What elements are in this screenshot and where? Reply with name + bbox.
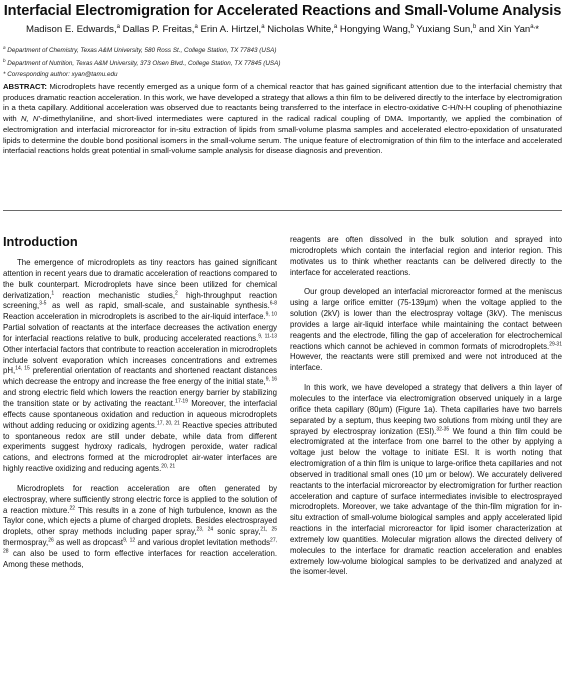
affiliation-line xyxy=(3,70,280,80)
left-column xyxy=(3,258,277,580)
citation-reference: 9, xyxy=(123,537,128,544)
citation-reference: 9, 11-13 xyxy=(258,333,277,340)
citation-reference: 6-8 xyxy=(269,300,277,307)
author-name: and Xin Yan xyxy=(476,24,531,36)
body-text: and strong electric field which lowers the reaction energy barrier by stabilizing the transition state or by activating the reactant. xyxy=(3,388,277,408)
citation-reference: 32-35 xyxy=(436,425,450,432)
body-text: We found a thin film could be electromigrated at the interface from one barrel to the other by applying a voltage just below the voltage to initiate ESI. It is worth noting that electromigration of a thin film is unique to large-orifice theta capillaries and not observed in traditional small ones (10 µm or below). We accurately delivered reactants to the interfacial microreactor by electromigration for further reaction acceleration and capture of surface intermediates invisible to electrosprayed microdroplets. Moreover, we take advantage of the thin-film migration for in-situ extraction of small-volume biological samples and apply accelerated lipid reactions in the interfacial microreactor for lipid isomer characterization at extremely low quantities. Molecular migration allows the directed delivery of molecules to the interface for dramatic reaction acceleration and enables extremely low-volume biological samples to be derivatized and analyzed at the isomer-level. xyxy=(290,426,562,577)
citation-reference: 22 xyxy=(69,504,76,511)
abstract-italic: N, N' xyxy=(20,114,40,124)
body-text: preferential orientation of reactants and shortened reactant distances which decrease the entropy and increase the free energy of the initial state, xyxy=(3,366,277,387)
body-text: Reaction acceleration in microdroplets is ascribed to the air-liquid interface. xyxy=(3,312,266,322)
author-name: Dallas P. Freitas, xyxy=(119,24,195,36)
author-affiliation-mark: a xyxy=(333,24,338,30)
author-affiliation-mark: b xyxy=(472,24,477,30)
affiliation-line xyxy=(3,56,280,69)
body-text: and various droplet levitation methods xyxy=(135,538,271,548)
abstract-text-2: -dimethylaniline, and short-lived intermediates were captured in the radical radical coupling of DMA. Importantly, we applied the combination of electromigration and interfacial microreactor for in-situ extraction of lipids from small-volume plasma samples and accelerated electro-epoxidation of unsaturated lipids to determine the double bond positional isomers in the small-volume serum. The unique feature of electromigration of thin film to the interface and accelerated interfacial reactions holds great potential in small-volume sample analysis for disease diagnosis and prevention. xyxy=(3,114,563,156)
citation-reference: 17, 20, 21 xyxy=(157,420,180,427)
body-text: This results in a zone of high turbulence, known as the Taylor cone, which ejects a plume of charged droplets. Besides electrosprayed droplets, other spray methods including paper spray, xyxy=(3,505,277,537)
body-text: Partial solvation of reactants at the interface decreases the activation energy for interfacial reactions relative to bulk, producing accelerated reactions. xyxy=(3,323,277,343)
citation-reference: 28 xyxy=(3,548,9,555)
author-name: Nicholas White, xyxy=(264,24,334,36)
intro-paragraph-4 xyxy=(290,383,562,578)
citation-reference: 2 xyxy=(175,289,178,296)
citation-reference: 17-19 xyxy=(175,398,188,405)
author-list xyxy=(0,24,565,35)
affiliation-line xyxy=(3,43,280,56)
citation-reference: 3-5 xyxy=(39,300,47,307)
body-text: can also be used to form effective interfaces for reaction acceleration. Among these methods, xyxy=(3,548,277,569)
body-text: as well as rapid, small-scale, and sustainable synthesis. xyxy=(46,301,270,311)
section-heading-introduction: Introduction xyxy=(3,234,78,249)
citation-reference: 27, xyxy=(270,537,277,544)
affiliation-mark: b xyxy=(3,58,6,64)
intro-paragraph-continued: reagents are often dissolved in the bulk solution and sprayed into microdroplets which contain the interfacial region and interior region. This motivates us to think whether reactants can be delivered directly to the interface for accelerated reactions. xyxy=(290,235,562,277)
body-text: However, the reactants were still premixed and were not introduced at the interface. xyxy=(290,352,562,373)
author-affiliation-mark: a xyxy=(116,24,120,30)
affiliation-text: Department of Chemistry, Texas A&M University, 580 Ross St., College Station, TX 77843 (USA) xyxy=(5,47,277,55)
body-text: In this work, we have developed a strategy that delivers a thin layer of molecules to the interface via electromigration observed uniquely in a large orifice theta capillary (80µm) (Figure 1a). Theta capillaries have two barrels separated by a septum, thus keeping two solutions from mixing until they are sprayed by electrospray ionization (ESI). xyxy=(290,383,562,436)
abstract-label: ABSTRACT: xyxy=(3,82,47,91)
body-text: Our group developed an interfacial microreactor formed at the meniscus using a large orifice emitter (75-139µm) when the voltage applied to the solution (2kV) is lower than the electrospray voltage (3kV). The meniscus provides a large air-liquid interface while maintaining the contact between reagents and the electrode, filling the gap of acceleration for electrochemical reactions which cannot be achieved in common formats of microdroplets. xyxy=(290,287,562,351)
author-affiliation-mark: a xyxy=(261,24,265,30)
citation-reference: 9, 16 xyxy=(265,376,278,383)
body-text: Reactive species attributed to spontaneous redox are still under debate, while data from different experiments suggest hydroxy radicals, hydrogen peroxide, water radical cations, and electrons formed at the microdroplet air-water interfaces are highly reactive oxidizing and reducing agents. xyxy=(3,420,277,474)
author-name: Erin A. Hirtzel, xyxy=(197,24,262,36)
citation-reference: 21, xyxy=(260,526,268,533)
body-text: Other interfacial factors that contribute to reaction acceleration in microdroplets include solvent evaporation which increases concentrations and extremes pH, xyxy=(3,344,277,376)
author-name: Yuxiang Sun, xyxy=(413,24,473,36)
body-text: Moreover, the interfacial effects cause spontaneous oxidation and reduction in aqueous microdroplets without adding reducing or oxidizing agents. xyxy=(3,398,278,430)
body-text: thermospray, xyxy=(3,538,49,548)
citation-reference: 26 xyxy=(48,537,54,544)
body-text: reaction mechanistic studies, xyxy=(54,290,176,300)
body-text: as well as dropcast xyxy=(53,538,124,548)
intro-paragraph-2 xyxy=(3,484,277,571)
affiliation-text: * Corresponding author: xyan@tamu.edu xyxy=(3,70,118,78)
affiliation-mark: a xyxy=(3,45,6,50)
author-affiliation-mark: b xyxy=(410,24,414,30)
author-name: Madison E. Edwards, xyxy=(25,24,117,36)
abstract-text-1: Microdroplets have recently emerged as a unique form of a chemical reactor that has gained significant attention due to the interfacial chemistry that produces dramatic reaction acceleration. In this work, we have developed a strategy that allows a thin film to be delivered directly to the interface by electromigration in a theta capillary. Additional acceleration was observed due to reactants being transferred to the interface in electro-oxidative C-H/N-H coupling of phenothiazine with xyxy=(3,82,562,124)
body-text: high-throughput reaction screening, xyxy=(3,290,277,311)
citation-reference: 25 xyxy=(271,526,278,533)
affiliations xyxy=(3,43,280,80)
intro-paragraph-1 xyxy=(3,258,277,475)
section-divider xyxy=(3,210,562,211)
body-text: sonic spray, xyxy=(213,527,261,537)
body-text: The emergence of microdroplets as tiny reactors has gained significant attention in recent years due to dramatic acceleration of reactions compared to the bulk counterpart. Microdroplets have since been utilized for chemical derivatization, xyxy=(3,258,277,300)
citation-reference: 23, xyxy=(196,526,204,533)
citation-reference: 12 xyxy=(129,537,136,544)
citation-reference: 14, 15 xyxy=(15,365,30,372)
abstract xyxy=(3,82,562,157)
citation-reference: 24 xyxy=(207,526,214,533)
citation-reference: 1 xyxy=(51,289,55,296)
intro-paragraph-3 xyxy=(290,287,562,374)
citation-reference: 20, 21 xyxy=(161,463,176,470)
author-affiliation-mark: a, xyxy=(530,24,536,30)
author-name: * xyxy=(535,24,540,36)
affiliation-text: Department of Nutrition, Texas A&M University, 373 Olsen Blvd., College Station, TX 77845 (USA) xyxy=(5,60,281,68)
author-name: Hongying Wang, xyxy=(337,24,411,36)
body-text: Microdroplets for reaction acceleration are often generated by electrospray, where sufficiently strong electric force is applied to the solution of a reaction mixture. xyxy=(3,483,277,515)
author-affiliation-mark: a xyxy=(194,24,198,30)
paper-title: Interfacial Electromigration for Accelerated Reactions and Small-Volume Analysis xyxy=(3,3,562,19)
citation-reference: 9, 10 xyxy=(265,311,277,318)
right-column xyxy=(290,235,562,587)
citation-reference: 29-31 xyxy=(549,340,562,347)
